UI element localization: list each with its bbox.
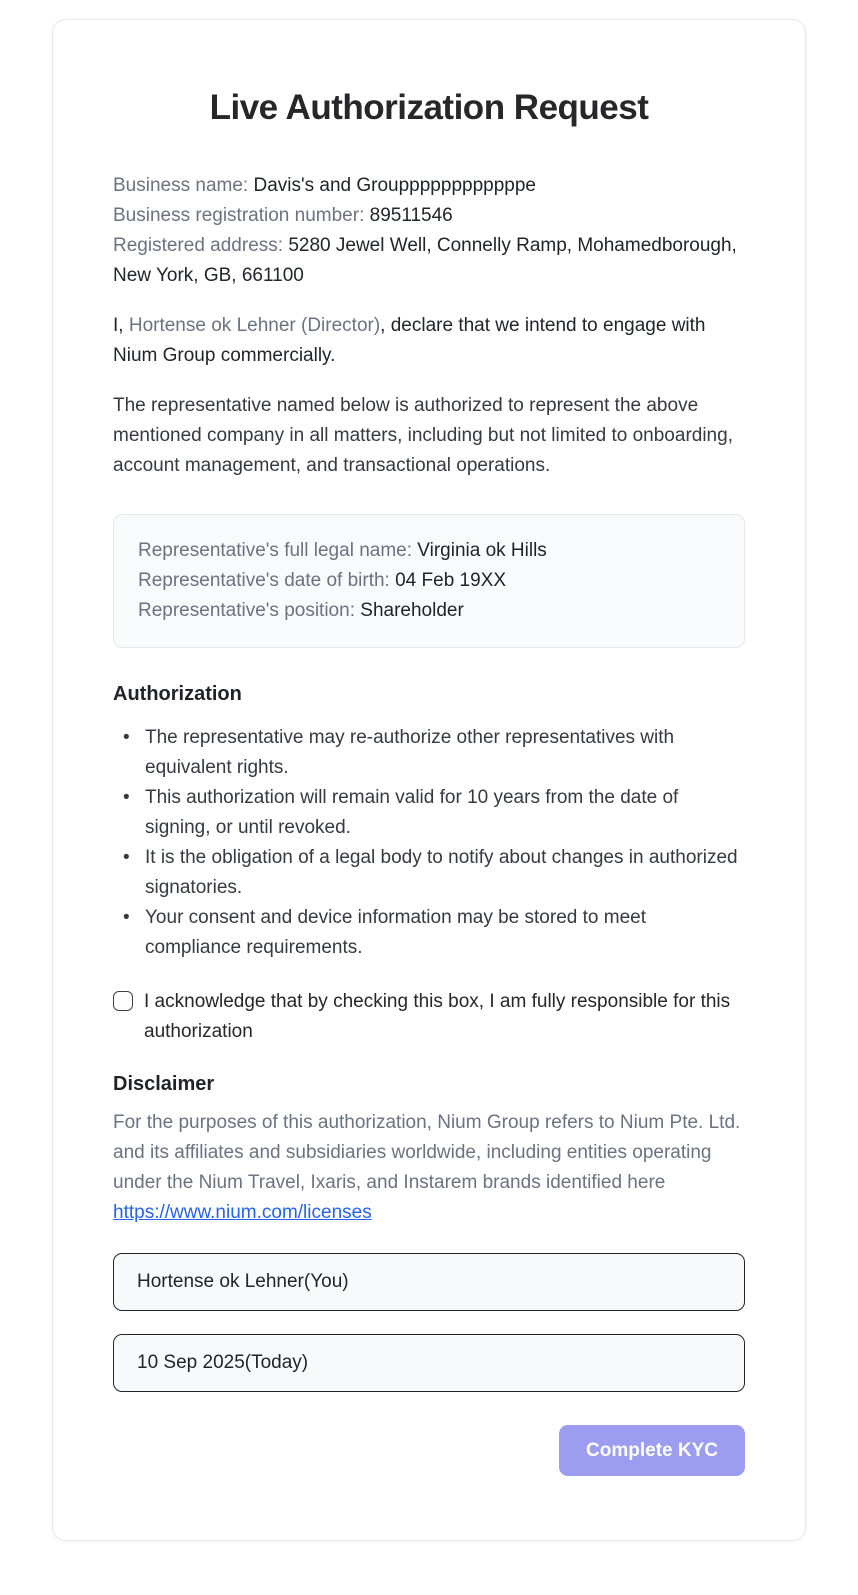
business-name-line bbox=[113, 171, 745, 201]
signing-date-field[interactable]: 10 Sep 2025(Today) bbox=[113, 1334, 745, 1392]
representative-name-line bbox=[138, 536, 720, 566]
authorization-bullet: • It is the obligation of a legal body to notify about changes in authorized signatories. bbox=[113, 843, 745, 903]
authorization-bullet: • The representative may re-authorize other representatives with equivalent rights. bbox=[113, 723, 745, 783]
representative-dob-label: Representative's date of birth: bbox=[138, 570, 390, 591]
representative-name-label: Representative's full legal name: bbox=[138, 540, 412, 561]
registered-address-value: 5280 Jewel Well, Connelly Ramp, Mohamedborough, New York, GB, 661100 bbox=[113, 235, 737, 286]
business-name-label: Business name: bbox=[113, 175, 249, 196]
representative-dob-value: 04 Feb 19XX bbox=[395, 570, 507, 591]
disclaimer-heading: Disclaimer bbox=[113, 1073, 215, 1095]
acknowledgement-label: I acknowledge that by checking this box, I am fully responsible for this authorization bbox=[144, 991, 731, 1042]
declaration-signer: Hortense ok Lehner (Director) bbox=[128, 315, 381, 336]
acknowledgement-row bbox=[113, 987, 745, 1047]
business-registration-label: Business registration number: bbox=[113, 205, 365, 226]
authorization-bullet: • Your consent and device information may be stored to meet compliance requirements. bbox=[113, 903, 745, 963]
representative-position-value: Shareholder bbox=[360, 600, 464, 621]
declaration-suffix: , declare that we intend to engage with Nium Group commercially. bbox=[113, 315, 706, 366]
signer-name-field[interactable]: Hortense ok Lehner(You) bbox=[113, 1253, 745, 1311]
authorization-heading: Authorization bbox=[113, 683, 242, 705]
licenses-link[interactable]: https://www.nium.com/licenses bbox=[113, 1202, 372, 1223]
authorization-bullet-list bbox=[113, 723, 745, 963]
authorization-bullet: • This authorization will remain valid for 10 years from the date of signing, or until revoked. bbox=[113, 783, 745, 843]
business-registration-value: 89511546 bbox=[369, 205, 453, 226]
page-title: Live Authorization Request bbox=[209, 88, 649, 127]
representative-dob-line bbox=[138, 566, 720, 596]
declaration-paragraph bbox=[113, 311, 745, 371]
business-name-value: Davis's and Grouppppppppppppe bbox=[253, 175, 536, 196]
representative-position-label: Representative's position: bbox=[138, 600, 355, 621]
complete-kyc-button[interactable]: Complete KYC bbox=[559, 1425, 745, 1476]
registered-address-label: Registered address: bbox=[113, 235, 284, 256]
button-row bbox=[113, 1425, 745, 1476]
disclaimer-paragraph bbox=[113, 1108, 745, 1228]
intro-paragraph: The representative named below is authorized to represent the above mentioned company in all matters, including but not limited to onboarding, account management, and transactional operations. bbox=[113, 395, 733, 476]
business-info-block bbox=[113, 171, 745, 291]
business-registration-line bbox=[113, 201, 745, 231]
representative-info-box bbox=[113, 514, 745, 648]
acknowledgement-checkbox[interactable] bbox=[113, 991, 133, 1011]
disclaimer-text: For the purposes of this authorization, Nium Group refers to Nium Pte. Ltd. and its affiliates and subsidiaries worldwide, including entities operating under the Nium Travel, Ixaris, and Instarem brands identified here bbox=[113, 1112, 741, 1193]
representative-name-value: Virginia ok Hills bbox=[417, 540, 547, 561]
declaration-prefix: I, bbox=[113, 315, 129, 336]
registered-address-line bbox=[113, 231, 745, 291]
authorization-request-card bbox=[52, 19, 806, 1541]
representative-position-line bbox=[138, 596, 720, 626]
